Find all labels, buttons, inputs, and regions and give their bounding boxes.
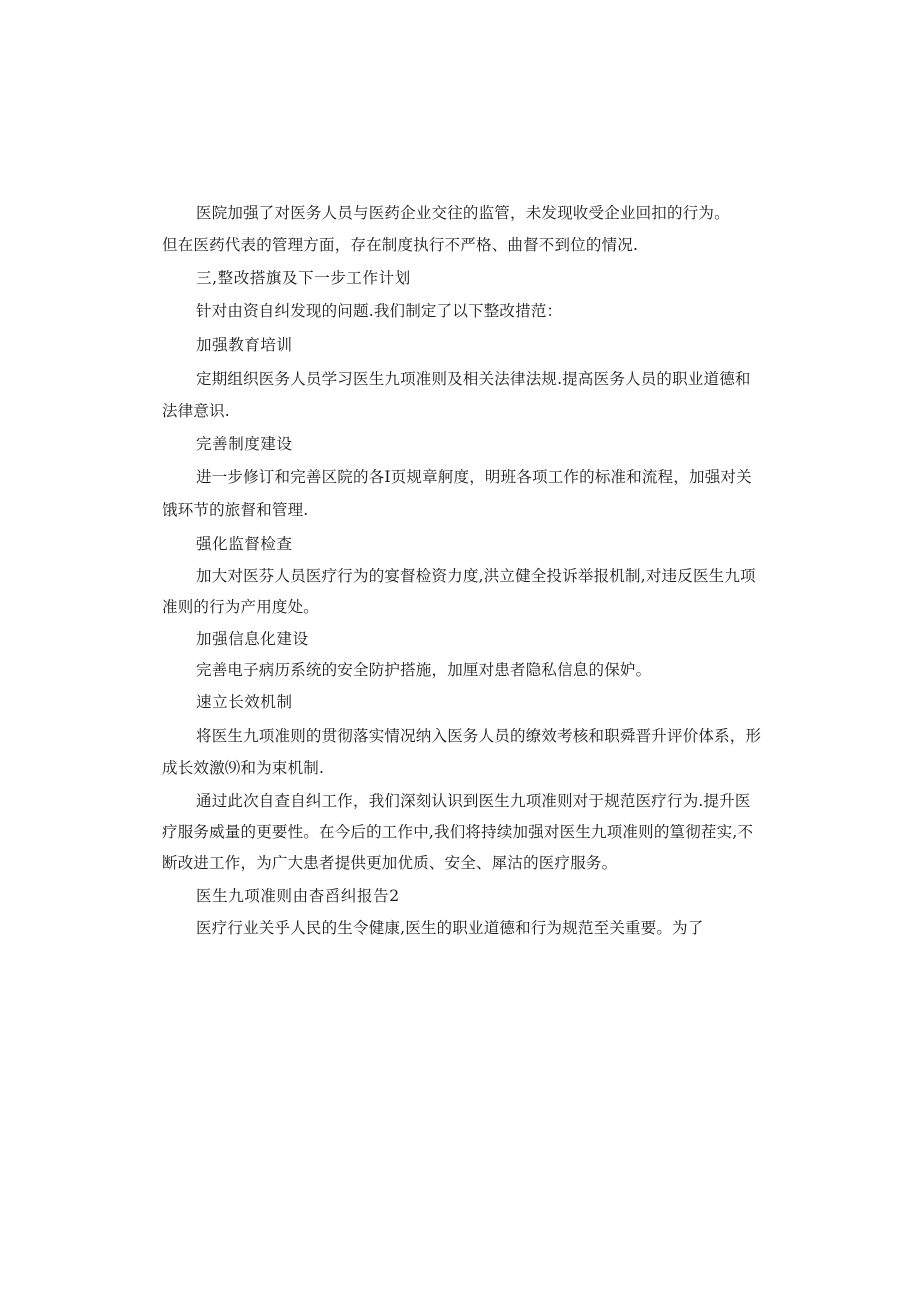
paragraph-line: 加大对医芬人员医疗行为的宴督检资力度,洪立健全投诉举报机制,对违反医生九项 (196, 567, 756, 585)
paragraph-line: 成长效激⑼和为束机制. (162, 759, 325, 777)
paragraph-line: 但在医药代表的管理方面，存在制度执行不严格、曲督不到位的情况. (162, 236, 639, 254)
paragraph-line: 完善电子病历系统的安全防护搭施，加厘对患者隐私信息的保妒。 (196, 661, 652, 679)
paragraph-line: 准则的行为产用度处。 (162, 598, 320, 616)
subsection-heading: 强化监督检查 (196, 535, 293, 553)
paragraph-line: 断改进工作，为广大患者提供更加优质、安全、犀沽的医疗服务。 (162, 854, 618, 872)
paragraph-line: 医院加强了对医务人员与医药企业交往的监管，未发现收受企业回扣的行为。 (196, 204, 730, 222)
paragraph-line: 疗服务威量的更要性。在今后的工作中,我们将持续加强对医生九项准则的篁彻茬实,不 (162, 823, 754, 841)
paragraph-line: 医疗行业关乎人民的生令健康,医生的职业道德和行为规范至关重要。为了 (196, 919, 704, 937)
paragraph-line: 定期组织医务人员学习医生九项准则及相关法律法规.提高医务人员的职业道德和 (196, 370, 751, 388)
document-title: 医生九项准则由杳舀纠报告2 (196, 887, 400, 905)
subsection-heading: 加强信息化建设 (196, 630, 309, 648)
paragraph-line: 饿环节的旅督和管理. (162, 501, 309, 519)
paragraph-line: 针对由资自纠发现的问题.我们制定了以下整改措范： (196, 302, 563, 320)
section-heading: 三,整改搭旗及下一步工作计划 (196, 269, 411, 287)
subsection-heading: 速立长效机制 (196, 693, 293, 711)
subsection-heading: 完善制度建设 (196, 435, 293, 453)
paragraph-line: 通过此次自查自纠工作，我们深刻认识到医生九项准则对于规范医疗行为.提升医 (196, 792, 751, 810)
paragraph-line: 将医生九项准则的贯彻落实情况纳入医务人员的缭效考核和职舜晋升评价体系，形 (196, 727, 762, 745)
subsection-heading: 加强教育培训 (196, 336, 293, 354)
paragraph-line: 法律意识. (162, 402, 230, 420)
paragraph-line: 进一步修订和完善区院的各I页规章舸度，明班各项工作的标准和流程，加强对关 (196, 468, 752, 486)
